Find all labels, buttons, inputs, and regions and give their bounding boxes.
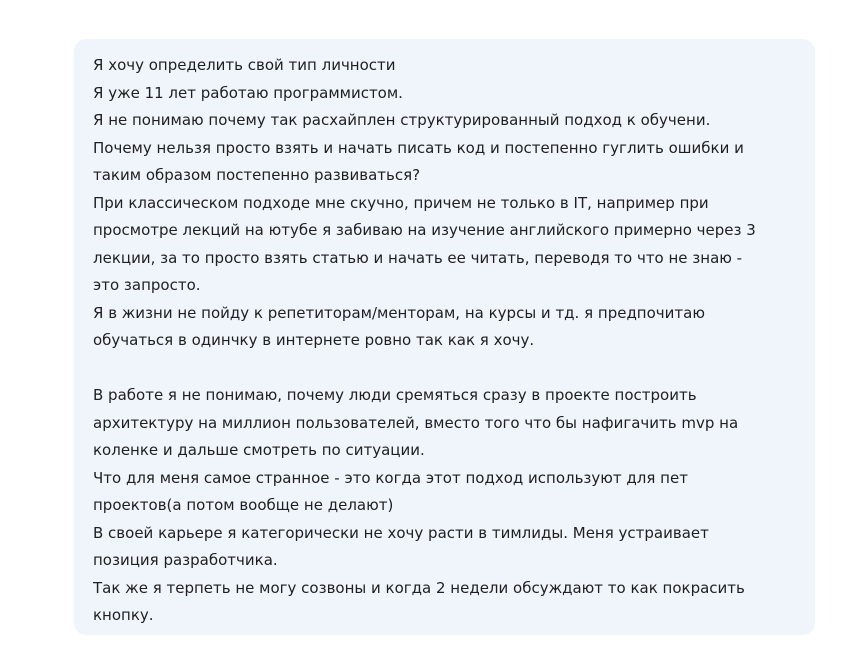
message-line: позиция разработчика. bbox=[93, 551, 278, 569]
message-line: Я уже 11 лет работаю программистом. bbox=[93, 83, 403, 102]
message-line: В работе я не понимаю, почему люди сремяться сразу в проекте построить bbox=[93, 386, 697, 404]
user-message-bubble bbox=[74, 39, 815, 635]
message-line: лекции, за то просто взять статью и начать ее читать, переводя то что не знаю - bbox=[93, 248, 743, 267]
message-line: это запросто. bbox=[93, 276, 201, 294]
message-line: архитектуру на миллион пользователей, вместо того что бы нафигачить mvp на bbox=[93, 413, 739, 432]
message-line: проектов(а потом вообще не делают) bbox=[93, 496, 394, 514]
message-line: обучаться в одинчку в интернете ровно так как я хочу. bbox=[93, 331, 535, 349]
message-line: коленке и дальше смотреть по ситуации. bbox=[93, 441, 425, 459]
message-line: Почему нельзя просто взять и начать писать код и постепенно гуглить ошибки и bbox=[93, 138, 744, 157]
message-line: Я не понимаю почему так расхайплен структурированный подход к обучени. bbox=[93, 111, 711, 129]
message-line: просмотре лекций на ютубе я забиваю на изучение английского примерно через 3 bbox=[93, 221, 756, 239]
message-line: При классическом подходе мне скучно, причем не только в IT, например при bbox=[93, 193, 709, 212]
message-blank-line bbox=[93, 355, 795, 383]
message-line: кнопку. bbox=[93, 606, 154, 624]
message-line: В своей карьере я категорически не хочу расти в тимлиды. Меня устраивает bbox=[93, 523, 709, 542]
message-line: Я в жизни не пойду к репетиторам/менторам, на курсы и тд. я предпочитаю bbox=[93, 303, 705, 322]
message-line: Что для меня самое странное - это когда этот подход используют для пет bbox=[93, 468, 688, 487]
message-line: таким образом постепенно развиваться? bbox=[93, 166, 421, 184]
message-line: Я хочу определить свой тип личности bbox=[93, 56, 396, 74]
message-line: Так же я терпеть не могу созвоны и когда 2 недели обсуждают то как покрасить bbox=[93, 578, 745, 597]
